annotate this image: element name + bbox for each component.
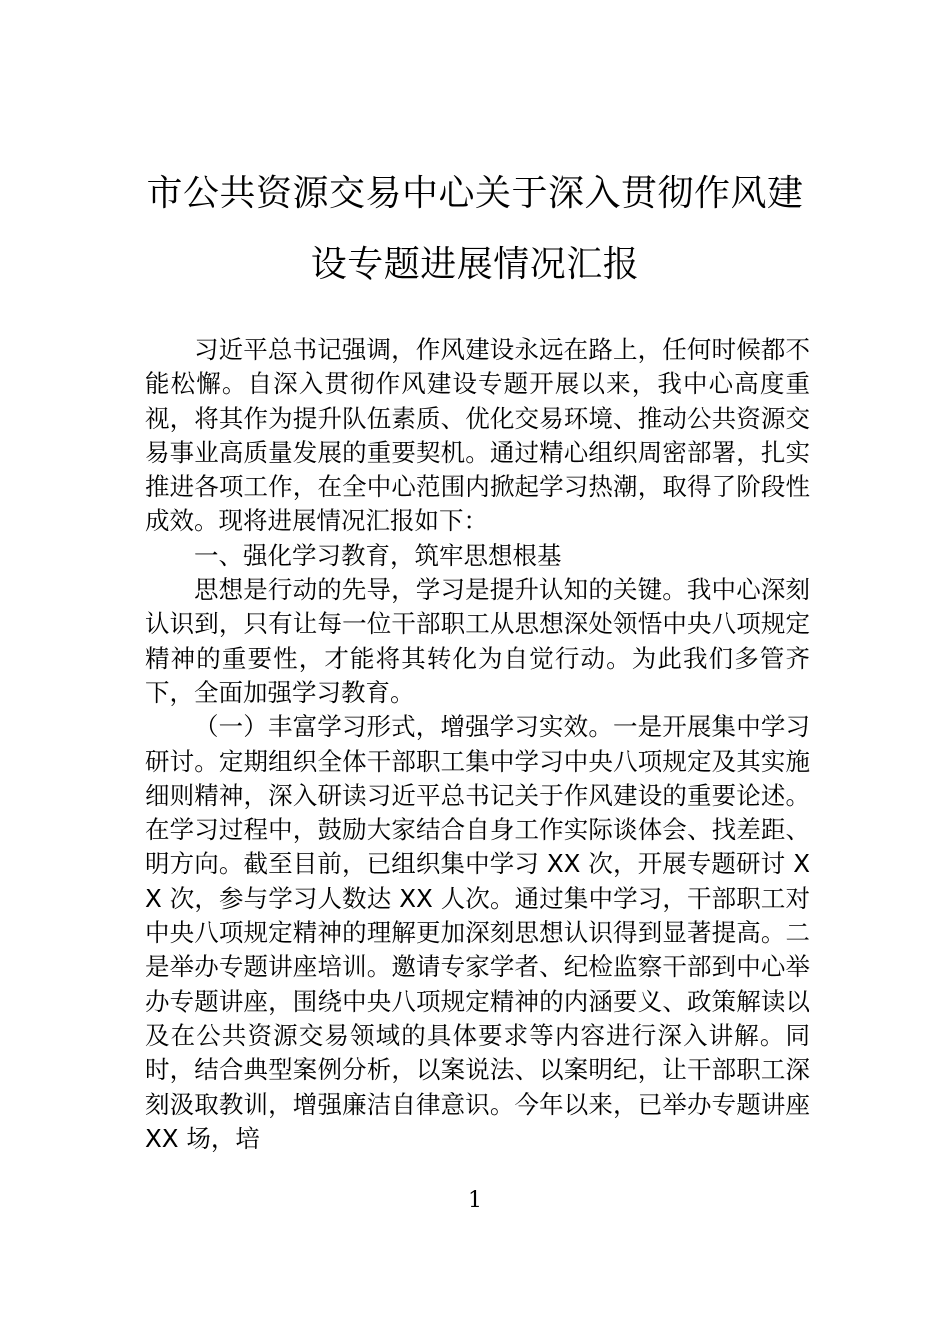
body-paragraph-subsection-1: （一）丰富学习形式，增强学习实效。一是开展集中学习研讨。定期组织全体干部职工集中学习中央八项规定及其实施细则精神，深入研读习近平总书记关于作风建设的重要论述。在学习过程中，鼓励大家结合自身工作实际谈体会、找差距、明方向。截至目前，已组织集中学习 XX 次，开展专题研讨 XX 次，参与学习人数达 XX 人次。通过集中学习，干部职工对中央八项规定精神的理解更加深刻思想认识得到显著提高。二是举办专题讲座培训。邀请专家学者、纪检监察干部到中心举办专题讲座，围绕中央八项规定精神的内涵要义、政策解读以及在公共资源交易领域的具体要求等内容进行深入讲解。同时，结合典型案例分析，以案说法、以案明纪，让干部职工深刻汲取教训，增强廉洁自律意识。今年以来，已举办专题讲座 XX 场，培 bbox=[145, 712, 810, 1153]
section-heading-1: 一、强化学习教育，筑牢思想根基 bbox=[194, 540, 562, 570]
document-title-line-1: 市公共资源交易中心关于深入贯彻作风建 bbox=[146, 173, 804, 214]
body-paragraph-intro: 习近平总书记强调，作风建设永远在路上，任何时候都不能松懈。自深入贯彻作风建设专题开展以来，我中心高度重视，将其作为提升队伍素质、优化交易环境、推动公共资源交易事业高质量发展的重要契机。通过精心组织周密部署，扎实推进各项工作，在全中心范围内掀起学习热潮，取得了阶段性成效。现将进展情况汇报如下： bbox=[145, 335, 810, 536]
document-title-line-2: 设专题进展情况汇报 bbox=[310, 244, 640, 285]
page-number: 1 bbox=[468, 1188, 482, 1213]
document-body bbox=[145, 333, 810, 1156]
body-paragraph-section-1: 思想是行动的先导，学习是提升认知的关键。我中心深刻认识到，只有让每一位干部职工从思想深处领悟中央八项规定精神的重要性，才能将其转化为自觉行动。为此我们多管齐下，全面加强学习教育。 bbox=[145, 575, 810, 707]
